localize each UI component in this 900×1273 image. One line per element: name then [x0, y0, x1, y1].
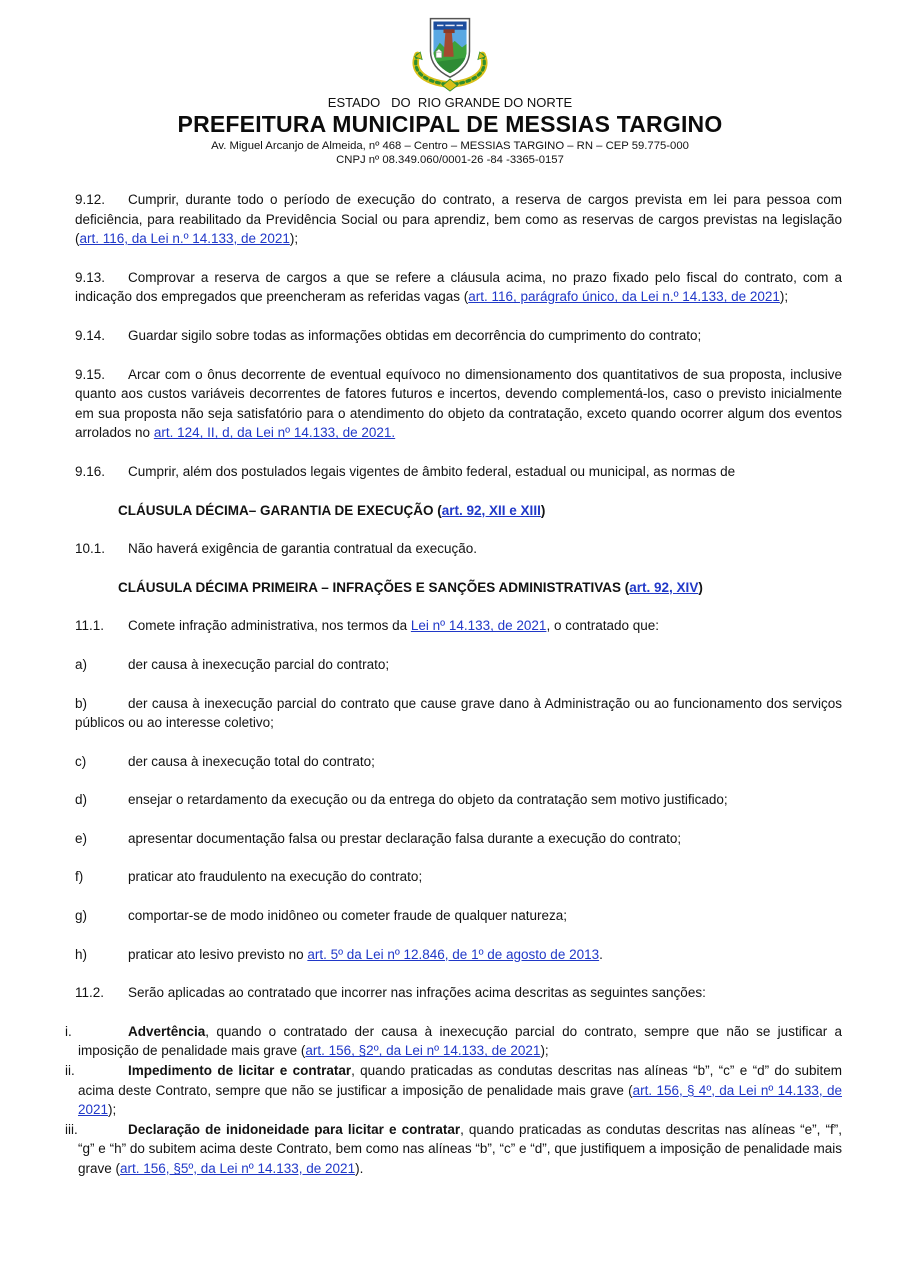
document-paragraph: [75, 983, 842, 1003]
sanction-list-item: [65, 1120, 842, 1179]
document-paragraph: [75, 829, 842, 849]
text-segment: Advertência: [128, 1023, 206, 1039]
legal-reference-link[interactable]: art. 5º da Lei nº 12.846, de 1º de agosto de 2013: [307, 946, 600, 962]
item-marker: 10.1.: [75, 541, 106, 557]
document-paragraph: [75, 326, 842, 346]
text-segment: Declaração de inidoneidade para licitar e contratar: [128, 1121, 461, 1137]
text-segment: , quando o contratado der causa à inexecução parcial do contrato, sempre que não se justificar a imposição de penalidade mais grave (: [78, 1023, 842, 1059]
text-segment: ensejar o retardamento da execução ou da entrega do objeto da contratação sem motivo justificado;: [128, 792, 728, 808]
text-segment: ).: [355, 1161, 364, 1176]
address-line: Av. Miguel Arcanjo de Almeida, nº 468 – Centro – MESSIAS TARGINO – RN – CEP 59.775-000: [211, 140, 689, 152]
text-segment: apresentar documentação falsa ou prestar declaração falsa durante a execução do contrato;: [128, 830, 682, 846]
document-paragraph: [75, 945, 842, 965]
text-segment: comportar-se de modo inidôneo ou cometer fraude de qualquer natureza;: [128, 908, 568, 924]
sanction-list-item: [65, 1022, 842, 1061]
text-segment: der causa à inexecução parcial do contrato que cause grave dano à Administração ou ao funcionamento dos serviços públicos ou ao interesse coletivo;: [75, 695, 842, 731]
text-segment: Arcar com o ônus decorrente de eventual equívoco no dimensionamento dos quantitativos de sua proposta, inclusive quanto aos custos variáveis decorrentes de fatores futuros e incertos, devendo complementá-los, caso o previsto inicialmente em sua proposta não seja satisfatório para o atendimento do objeto da contratação, exceto quando ocorrer algum dos eventos arrolados no: [75, 366, 842, 441]
text-segment: ): [540, 502, 546, 518]
legal-reference-link[interactable]: art. 116, da Lei n.º 14.133, de 2021: [79, 231, 290, 247]
legal-reference-link[interactable]: art. 156, §2º, da Lei nº 14.133, de 2021: [305, 1043, 541, 1059]
text-segment: der causa à inexecução total do contrato;: [128, 753, 375, 769]
text-segment: );: [540, 1043, 549, 1059]
text-segment: Serão aplicadas ao contratado que incorrer nas infrações acima descritas as seguintes sanções:: [128, 985, 706, 1001]
municipal-crest: [0, 14, 900, 92]
document-paragraph: [75, 752, 842, 772]
text-segment: praticar ato lesivo previsto no: [128, 946, 308, 962]
document-paragraph: [75, 790, 842, 810]
item-marker: 9.12.: [75, 192, 106, 207]
text-segment: Impedimento de licitar e contratar: [128, 1063, 352, 1079]
text-segment: praticar ato fraudulento na execução do contrato;: [128, 869, 423, 885]
text-segment: , quando praticadas as condutas descritas nas alíneas “e”, “f”, “g” e “h” do subitem acima deste Contrato, bem como nas alíneas “b”, “c” e “d”, que justifiquem a imposição de penalidade mais grave (: [78, 1121, 842, 1176]
legal-reference-link[interactable]: art. 92, XIV: [629, 579, 699, 595]
text-segment: Comprovar a reserva de cargos a que se refere a cláusula acima, no prazo fixado pelo fiscal do contrato, com a indicação dos empregados que preencheram as referidas vagas (: [75, 269, 842, 305]
legal-reference-link[interactable]: art. 124, II, d, da Lei nº 14.133, de 2021.: [153, 425, 396, 441]
item-marker: i.: [65, 1023, 72, 1039]
legal-reference-link[interactable]: art. 156, § 4º, da Lei nº 14.133, de 2021: [78, 1082, 842, 1118]
document-paragraph: [75, 906, 842, 926]
item-marker: c): [75, 753, 87, 769]
item-marker: 11.1.: [75, 618, 105, 634]
item-marker: g): [75, 908, 88, 924]
text-segment: Guardar sigilo sobre todas as informações obtidas em decorrência do cumprimento do contrato;: [128, 327, 702, 343]
document-paragraph: [75, 616, 842, 636]
text-segment: , quando praticadas as condutas descritas nas alíneas “b”, “c” e “d” do subitem acima deste Contrato, sempre que não se justificar a imposição de penalidade mais grave (: [78, 1063, 842, 1098]
text-segment: CLÁUSULA DÉCIMA PRIMEIRA – INFRAÇÕES E SANÇÕES ADMINISTRATIVAS (: [118, 579, 630, 595]
legal-reference-link[interactable]: art. 156, §5º, da Lei nº 14.133, de 2021: [120, 1161, 356, 1176]
item-marker: 11.2.: [75, 985, 105, 1001]
clause-heading: [118, 501, 842, 521]
state-line: ESTADO DO RIO GRANDE DO NORTE: [327, 95, 573, 110]
text-segment: CLÁUSULA DÉCIMA– GARANTIA DE EXECUÇÃO (: [118, 502, 442, 518]
text-segment: Cumprir, além dos postulados legais vigentes de âmbito federal, estadual ou municipal, as normas de: [128, 463, 736, 479]
item-marker: e): [75, 830, 88, 846]
item-marker: iii.: [65, 1121, 78, 1137]
item-marker: ii.: [65, 1063, 75, 1079]
document-paragraph: [75, 655, 842, 675]
item-marker: 9.16.: [75, 463, 106, 479]
text-segment: .: [599, 946, 603, 962]
text-segment: Comete infração administrativa, nos termos da: [128, 618, 411, 634]
item-marker: 9.13.: [75, 269, 106, 285]
document-paragraph: [75, 365, 842, 443]
cnpj-line: CNPJ nº 08.349.060/0001-26 -84 -3365-0157: [336, 154, 564, 166]
legal-reference-link[interactable]: Lei nº 14.133, de 2021: [410, 618, 547, 634]
item-marker: h): [75, 946, 88, 962]
document-paragraph: [75, 694, 842, 733]
legal-reference-link[interactable]: art. 92, XII e XIII: [441, 502, 541, 518]
item-marker: d): [75, 792, 88, 808]
document-paragraph: [75, 190, 842, 249]
org-title: PREFEITURA MUNICIPAL DE MESSIAS TARGINO: [177, 111, 723, 137]
legal-reference-link[interactable]: art. 116, parágrafo único, da Lei n.º 14.133, de 2021: [468, 289, 780, 305]
item-marker: f): [75, 869, 84, 885]
clause-heading: [118, 578, 842, 598]
text-segment: , o contratado que:: [546, 618, 660, 634]
text-segment: );: [289, 231, 299, 247]
text-segment: );: [108, 1102, 117, 1118]
text-segment: ): [698, 579, 703, 595]
document-paragraph: [75, 268, 842, 307]
text-segment: der causa à inexecução parcial do contrato;: [128, 656, 390, 672]
item-marker: b): [75, 695, 88, 711]
document-paragraph: [75, 462, 842, 482]
sanction-list-item: [65, 1061, 842, 1120]
document-header: [0, 0, 900, 166]
item-marker: 9.15.: [75, 366, 106, 382]
item-marker: 9.14.: [75, 327, 106, 343]
document-body: [0, 166, 900, 1209]
crest-icon: [402, 14, 498, 92]
document-paragraph: [75, 539, 842, 559]
item-marker: a): [75, 656, 88, 672]
text-segment: Não haverá exigência de garantia contratual da execução.: [128, 541, 477, 557]
document-paragraph: [75, 867, 842, 887]
text-segment: );: [779, 289, 789, 305]
text-segment: Cumprir, durante todo o período de execução do contrato, a reserva de cargos prevista em lei para pessoa com deficiência, para reabilitado da Previdência Social ou para aprendiz, bem como as reservas de cargos previstas na legislação (: [75, 192, 842, 247]
